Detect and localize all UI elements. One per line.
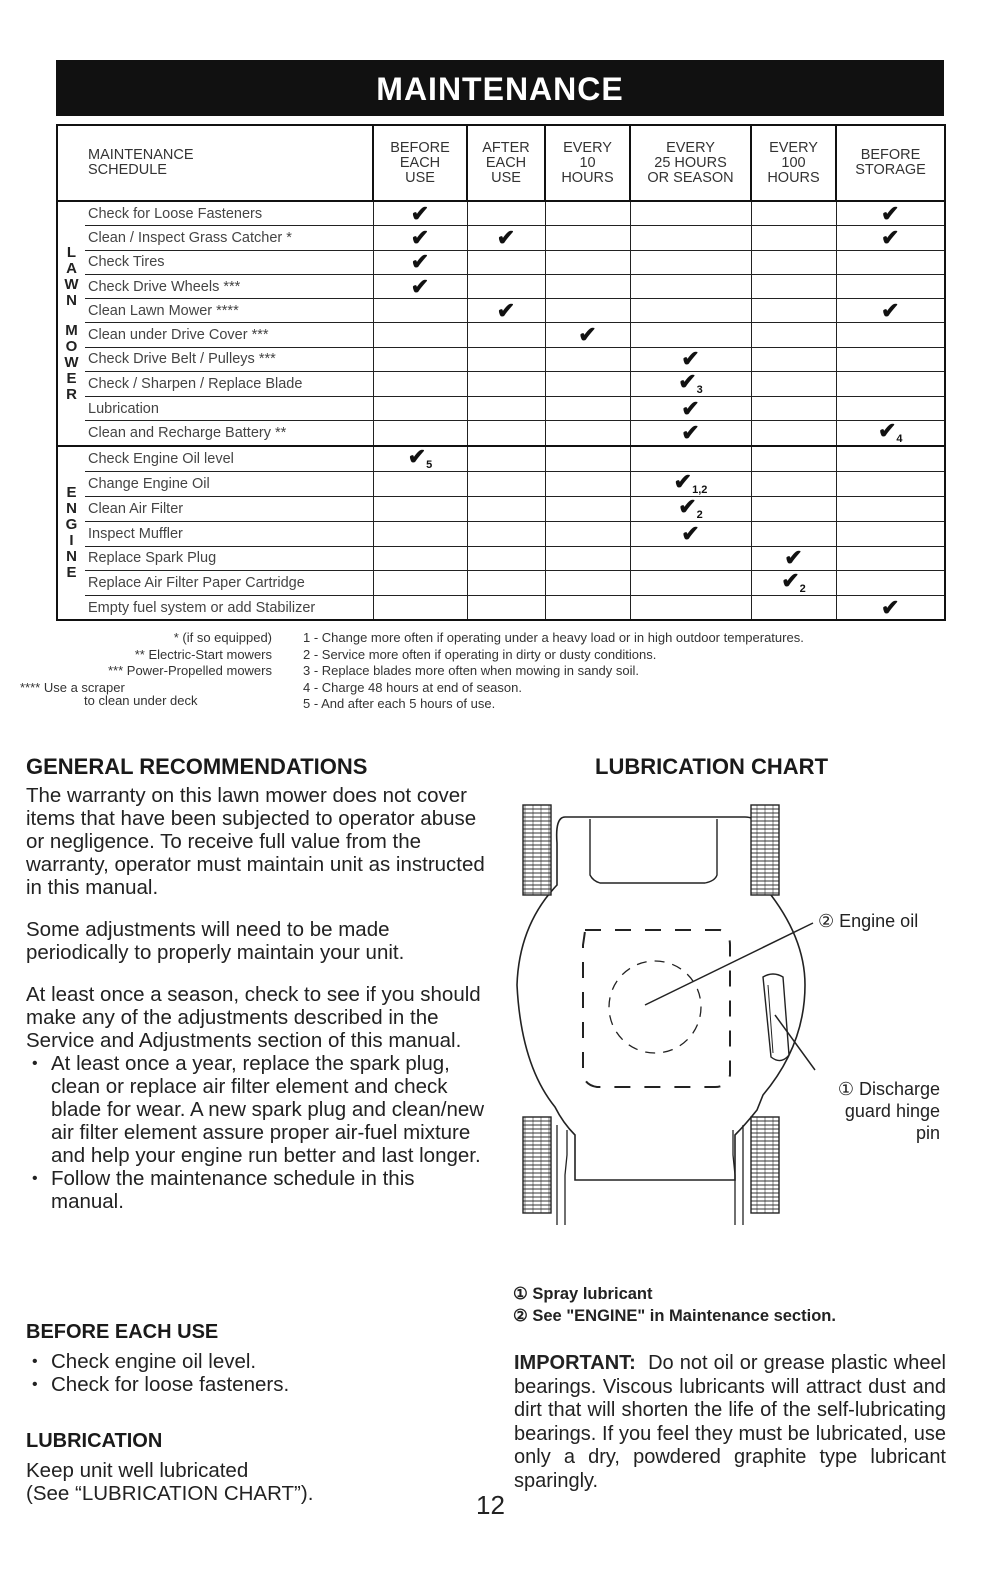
check-cell [545, 595, 630, 620]
side-label-letter: E [66, 564, 77, 582]
check-mark-icon: ✔ [496, 224, 516, 250]
schedule-row [57, 522, 945, 546]
task-label: Check Engine Oil level [85, 446, 373, 472]
check-mark-icon: ✔ [877, 418, 897, 444]
check-cell [630, 522, 751, 546]
side-label-letter: W [64, 275, 79, 293]
check-cell [545, 472, 630, 497]
check-cell [630, 421, 751, 447]
footnote-number: 5 - And after each 5 hours of use. [303, 696, 496, 711]
task-label: Clean under Drive Cover *** [85, 323, 373, 347]
lubrication-heading: LUBRICATION [26, 1430, 163, 1452]
lawn-mower-diagram [505, 795, 825, 1235]
lubrication-line: Keep unit well lubricated [26, 1459, 249, 1482]
schedule-row [57, 497, 945, 522]
footnote-number: 2 - Service more often if operating in dirty or dusty conditions. [303, 646, 657, 662]
list-item: • Check for loose fasteners. [26, 1373, 466, 1396]
check-cell [751, 250, 836, 274]
check-cell [373, 522, 467, 546]
check-mark-icon: ✔ [681, 521, 700, 547]
check-cell [836, 226, 945, 250]
column-header-line: HOURS [767, 169, 820, 186]
check-cell [630, 494, 751, 522]
check-cell [545, 250, 630, 274]
side-label-letter: W [64, 353, 79, 371]
chart-note: ② See "ENGINE" in Maintenance section. [513, 1307, 836, 1325]
chart-note: ① Spray lubricant [513, 1285, 653, 1303]
before-each-use-list [26, 1350, 466, 1396]
check-mark-icon: ✔ [881, 594, 900, 620]
list-item: • At least once a year, replace the spark plug, clean or replace air filter element and check blade for wear. A new spark plug and clean/new air filter element assure proper air-fuel mixture and help your engine run better and last longer. [26, 1052, 486, 1167]
check-mark-icon: ✔ [410, 200, 430, 226]
check-cell [630, 274, 751, 298]
side-label-letter: A [66, 259, 77, 277]
engine-oil-leader [645, 923, 813, 1005]
side-label-letter: O [65, 337, 78, 355]
check-cell [630, 250, 751, 274]
check-cell [836, 522, 945, 546]
side-label-letter: I [69, 532, 74, 550]
check-cell [373, 372, 467, 397]
check-cell [836, 323, 945, 347]
check-cell [836, 418, 945, 447]
footnote-number: 4 - Charge 48 hours at end of season. [303, 679, 522, 695]
before-each-use-heading: BEFORE EACH USE [26, 1321, 219, 1343]
task-label: Change Engine Oil [85, 472, 373, 497]
check-cell [545, 323, 630, 347]
footnote-symbol: **** Use a scraper [20, 679, 125, 695]
task-label: Check Drive Belt / Pulleys *** [85, 347, 373, 371]
check-cell [751, 522, 836, 546]
discharge-label-line: ① Discharge [837, 1079, 940, 1099]
group-side-label [57, 201, 85, 446]
section-banner: MAINTENANCE [56, 60, 944, 116]
task-label: Check Tires [85, 250, 373, 274]
check-mark-icon: ✔ [881, 224, 900, 250]
check-cell [467, 274, 545, 298]
lubrication-chart-notes [513, 1283, 836, 1327]
check-cell [836, 201, 945, 226]
maintenance-schedule-table [56, 124, 946, 621]
column-header-line: EACH [485, 154, 527, 171]
side-label-letter: L [66, 243, 77, 261]
check-cell [467, 347, 545, 371]
check-cell [630, 595, 751, 620]
check-cell [751, 497, 836, 522]
task-label: Clean and Recharge Battery ** [85, 421, 373, 447]
footnote-symbol: *** Power-Propelled mowers [107, 663, 272, 678]
engine-outline [583, 930, 730, 1087]
check-cell [630, 201, 751, 226]
check-cell [373, 421, 467, 447]
check-cell [467, 201, 545, 226]
check-cell [467, 595, 545, 620]
check-mark-icon: ✔ [678, 369, 697, 395]
footnote-number: 3 - Replace blades more often when mowing in sandy soil. [303, 663, 640, 678]
check-cell [467, 472, 545, 497]
side-label-letter: N [66, 291, 77, 309]
check-mark-icon: ✔ [578, 322, 597, 348]
check-mark-icon: ✔ [410, 249, 430, 275]
check-mark-icon: ✔ [410, 273, 430, 299]
schedule-row [57, 372, 945, 397]
lubrication-line: (See “LUBRICATION CHART”). [26, 1482, 314, 1505]
footnote-ref: 2 [696, 509, 703, 522]
check-cell [630, 226, 751, 250]
important-text: Do not oil or grease plastic wheel bearings. Viscous lubricants will attract dust and dirt that will shorten the life of the self-lubricating bearings. If you feel they must be lubricated, use only a dry, powdered graphite type lubricant sparingly. [514, 1352, 946, 1492]
check-cell [630, 469, 751, 497]
handle [557, 1125, 743, 1225]
discharge-label-line: guard hinge [844, 1101, 940, 1121]
column-header-line: EVERY [666, 139, 715, 156]
check-mark-icon: ✔ [681, 420, 700, 446]
task-label: Check / Sharpen / Replace Blade [85, 372, 373, 397]
side-label-letter: N [66, 548, 77, 566]
check-cell [545, 570, 630, 595]
column-header-every-25-hours [630, 125, 751, 201]
check-cell [545, 522, 630, 546]
check-cell [836, 446, 945, 472]
rear-left-wheel [523, 1117, 551, 1213]
check-cell [545, 397, 630, 421]
check-cell [373, 226, 467, 250]
side-label-letter: E [66, 484, 77, 502]
check-cell [545, 546, 630, 570]
check-cell [630, 323, 751, 347]
side-label-letter: E [66, 369, 77, 387]
check-cell [836, 570, 945, 595]
check-cell [751, 347, 836, 371]
column-header-line: 10 [579, 154, 596, 171]
check-cell [545, 226, 630, 250]
schedule-header-row [57, 125, 945, 201]
column-header-line: EVERY [563, 139, 612, 156]
footnote-ref: 1,2 [692, 484, 708, 497]
symbol-footnotes [20, 630, 290, 710]
check-cell [467, 397, 545, 421]
column-header-before-each-use [373, 125, 467, 201]
schedule-row [57, 546, 945, 570]
check-mark-icon: ✔ [678, 494, 697, 520]
discharge-label [816, 1078, 940, 1144]
column-header-line: STORAGE [855, 162, 926, 178]
task-label: Replace Air Filter Paper Cartridge [85, 570, 373, 595]
check-cell [751, 595, 836, 620]
footnote-ref: 4 [896, 433, 903, 446]
column-header-line: OR SEASON [647, 169, 734, 186]
check-cell [373, 250, 467, 274]
column-header-line: 100 [781, 154, 806, 171]
check-cell [373, 347, 467, 371]
check-cell [836, 595, 945, 620]
check-cell [373, 570, 467, 595]
schedule-title-line1: MAINTENANCE [88, 147, 194, 163]
number-footnotes [303, 630, 993, 713]
list-item: • Follow the maintenance schedule in this manual. [26, 1167, 486, 1213]
group-side-label [57, 446, 85, 620]
check-cell [545, 274, 630, 298]
check-cell [467, 570, 545, 595]
footnote-ref: 5 [426, 459, 433, 472]
check-mark-icon: ✔ [781, 567, 800, 593]
check-cell [467, 226, 545, 250]
discharge-pin-leader [775, 1015, 815, 1070]
check-mark-icon: ✔ [881, 297, 900, 323]
schedule-row [57, 347, 945, 371]
check-cell [751, 472, 836, 497]
schedule-title-line2: SCHEDULE [88, 162, 167, 178]
check-cell [373, 299, 467, 323]
front-right-wheel [751, 805, 779, 895]
check-cell [751, 372, 836, 397]
column-header-line: 25 HOURS [654, 154, 727, 171]
task-label: Check for Loose Fasteners [85, 201, 373, 226]
task-label: Inspect Muffler [85, 522, 373, 546]
column-header-every-100-hours [751, 125, 836, 201]
check-cell [751, 201, 836, 226]
task-label: Empty fuel system or add Stabilizer [85, 595, 373, 620]
check-cell [373, 497, 467, 522]
check-mark-icon: ✔ [496, 297, 516, 323]
check-mark-icon: ✔ [410, 224, 430, 250]
footnote-number: 1 - Change more often if operating under a heavy load or in high outdoor temperatures. [303, 630, 804, 645]
footnote-ref: 2 [799, 582, 806, 595]
footnote-symbol: * (if so equipped) [173, 630, 272, 645]
check-mark-icon: ✔ [407, 444, 427, 470]
check-cell [836, 497, 945, 522]
check-cell [751, 546, 836, 570]
check-cell [373, 397, 467, 421]
column-header-line: AFTER [482, 139, 530, 156]
check-cell [751, 274, 836, 298]
check-cell [751, 421, 836, 447]
check-cell [630, 446, 751, 472]
check-cell [467, 446, 545, 472]
column-header-line: EACH [399, 154, 441, 171]
check-mark-icon: ✔ [881, 200, 900, 226]
check-cell [373, 323, 467, 347]
check-cell [467, 546, 545, 570]
page-number: 12 [476, 1490, 505, 1520]
check-mark-icon: ✔ [784, 545, 803, 571]
footnote-symbol: to clean under deck [84, 693, 198, 708]
check-cell [373, 274, 467, 298]
task-label: Check Drive Wheels *** [85, 274, 373, 298]
paragraph: At least once a season, check to see if you should make any of the adjustments described in the Service and Adjustments section of this manual. [26, 983, 481, 1052]
list-item: • Check engine oil level. [26, 1350, 466, 1373]
general-recommendations-body [26, 784, 486, 1213]
check-cell [467, 372, 545, 397]
side-label-letter: N [66, 500, 77, 518]
engine-circle [609, 961, 701, 1053]
side-label-letter: R [66, 385, 77, 403]
schedule-row [57, 299, 945, 323]
check-cell [373, 446, 467, 472]
check-cell [545, 347, 630, 371]
check-cell [836, 546, 945, 570]
schedule-row [57, 226, 945, 250]
schedule-title [57, 125, 373, 201]
check-cell [836, 347, 945, 371]
check-cell [373, 595, 467, 620]
check-cell [751, 567, 836, 595]
check-cell [836, 472, 945, 497]
schedule-row [57, 421, 945, 447]
check-cell [836, 274, 945, 298]
schedule-row [57, 446, 945, 472]
check-cell [467, 522, 545, 546]
check-cell [373, 201, 467, 226]
side-label-gap [58, 309, 85, 323]
check-cell [467, 323, 545, 347]
column-header-before-storage [836, 125, 945, 201]
schedule-row [57, 472, 945, 497]
schedule-row [57, 323, 945, 347]
column-header-line: EVERY [769, 139, 818, 156]
schedule-row [57, 274, 945, 298]
check-cell [467, 421, 545, 447]
task-label: Clean Air Filter [85, 497, 373, 522]
check-cell [467, 299, 545, 323]
lubrication-chart-heading: LUBRICATION CHART [595, 754, 829, 779]
check-cell [751, 299, 836, 323]
check-cell [545, 372, 630, 397]
check-cell [545, 497, 630, 522]
front-left-wheel [523, 805, 551, 895]
column-header-line: USE [491, 169, 521, 186]
check-cell [751, 397, 836, 421]
lubrication-body [26, 1459, 466, 1505]
footnote-ref: 3 [696, 384, 703, 397]
column-header-after-each-use [467, 125, 545, 201]
check-cell [836, 397, 945, 421]
check-cell [630, 397, 751, 421]
column-header-line: USE [405, 169, 435, 186]
side-label-letter: G [65, 516, 78, 534]
check-cell [373, 546, 467, 570]
check-cell [751, 226, 836, 250]
check-cell [467, 250, 545, 274]
check-cell [751, 323, 836, 347]
column-header-line: HOURS [561, 169, 614, 186]
schedule-row [57, 570, 945, 595]
schedule-row [57, 595, 945, 620]
check-cell [630, 347, 751, 371]
column-header-every-10-hours [545, 125, 630, 201]
paragraph: Some adjustments will need to be made periodically to properly maintain your unit. [26, 918, 405, 964]
check-cell [545, 201, 630, 226]
check-mark-icon: ✔ [673, 469, 693, 495]
schedule-row [57, 201, 945, 226]
task-label: Clean / Inspect Grass Catcher * [85, 226, 373, 250]
check-cell [836, 372, 945, 397]
check-cell [630, 570, 751, 595]
task-label: Replace Spark Plug [85, 546, 373, 570]
side-label-letter: M [65, 321, 78, 339]
engine-oil-label: ② Engine oil [818, 911, 919, 931]
check-cell [373, 472, 467, 497]
task-label: Clean Lawn Mower **** [85, 299, 373, 323]
check-mark-icon: ✔ [681, 395, 700, 421]
task-label: Lubrication [85, 397, 373, 421]
schedule-row [57, 397, 945, 421]
check-cell [630, 369, 751, 397]
check-cell [545, 446, 630, 472]
discharge-label-line: pin [915, 1123, 940, 1143]
check-cell [467, 497, 545, 522]
footnote-symbol: ** Electric-Start mowers [134, 646, 272, 662]
schedule-row [57, 250, 945, 274]
check-cell [630, 299, 751, 323]
check-cell [751, 446, 836, 472]
check-cell [545, 421, 630, 447]
paragraph: The warranty on this lawn mower does not cover items that have been subjected to operator abuse or negligence. To receive full value from the warranty, operator must maintain unit as instructed in this manual. [26, 784, 485, 899]
column-header-line: BEFORE [860, 147, 921, 163]
check-cell [545, 299, 630, 323]
important-notice [514, 1352, 946, 1493]
check-cell [630, 546, 751, 570]
column-header-line: BEFORE [390, 139, 450, 156]
rear-right-wheel [751, 1117, 779, 1213]
general-recommendations-heading: GENERAL RECOMMENDATIONS [26, 754, 368, 779]
check-cell [836, 299, 945, 323]
check-mark-icon: ✔ [681, 346, 700, 372]
check-cell [836, 250, 945, 274]
important-lead: IMPORTANT: [514, 1352, 636, 1374]
